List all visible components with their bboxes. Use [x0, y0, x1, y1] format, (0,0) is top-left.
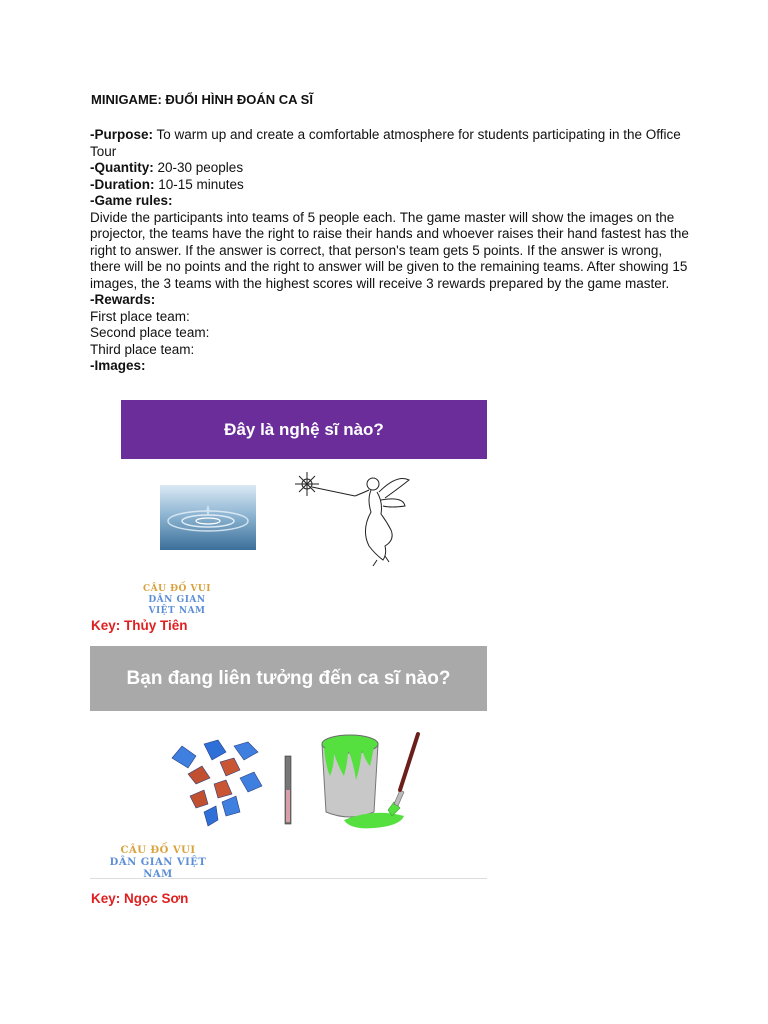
puzzle-banner-2 [90, 646, 487, 711]
answer-key-2: Key: Ngọc Sơn [91, 891, 189, 906]
quantity-line [90, 160, 690, 177]
document-body [90, 127, 690, 375]
duration-label: -Duration: [90, 176, 155, 192]
reward-third: Third place team: [90, 341, 195, 357]
duration-line [90, 177, 690, 194]
game-rules-text: Divide the participants into teams of 5 people each. The game master will show the images on the projector, the teams have the right to raise their hands and whoever raises their hand fastest has the right to answer. If the answer is correct, that person's team gets 5 points. If the answer is wrong, there will be no points and the right to answer will be given to the remaining teams. After showing 15 images, the 3 teams with the highest scores will receive 3 rewards prepared by the game master. [90, 209, 689, 291]
watermark-line-2: DÂN GIAN VIỆT NAM [109, 857, 207, 880]
purpose-line [90, 127, 690, 160]
water-drop-picture [160, 485, 256, 550]
watermark-line-2: DÂN GIAN VIỆT NAM [148, 595, 206, 616]
game-rules-label: -Game rules: [90, 193, 173, 208]
quantity-text: 20-30 peoples [153, 160, 244, 175]
reward-first: First place team: [90, 308, 190, 324]
puzzle-question-1: Đây là nghệ sĩ nào? [224, 419, 384, 439]
answer-key-1: Key: Thủy Tiên [91, 618, 188, 633]
purpose-label: -Purpose: [90, 127, 154, 142]
puzzle-watermark-1 [135, 584, 219, 617]
thin-bar-picture [284, 756, 292, 824]
duration-text: 10-15 minutes [154, 176, 244, 192]
watermark-line-1: CÂU ĐỐ VUI [120, 845, 196, 856]
quantity-label: -Quantity: [90, 160, 154, 175]
puzzle-watermark-2 [102, 845, 214, 881]
rewards-label: -Rewards: [90, 292, 156, 307]
puzzle-image-1 [121, 400, 487, 616]
puzzle-image-2 [90, 646, 487, 879]
puzzle-question-2: Bạn đang liên tưởng đến ca sĩ nào? [126, 667, 451, 689]
document-title: MINIGAME: ĐUỔI HÌNH ĐOÁN CA SĨ [91, 92, 313, 107]
reward-second: Second place team: [90, 325, 210, 340]
images-label: -Images: [90, 358, 146, 373]
watermark-line-1: CÂU ĐỐ VUI [142, 584, 211, 594]
paint-bucket-and-brush-picture [314, 728, 432, 840]
gems-picture [168, 736, 268, 831]
purpose-text: To warm up and create a comfortable atmosphere for students participating in the Office Tour [90, 127, 681, 159]
puzzle-banner-1 [121, 400, 487, 459]
fairy-with-wand-picture [293, 470, 433, 570]
